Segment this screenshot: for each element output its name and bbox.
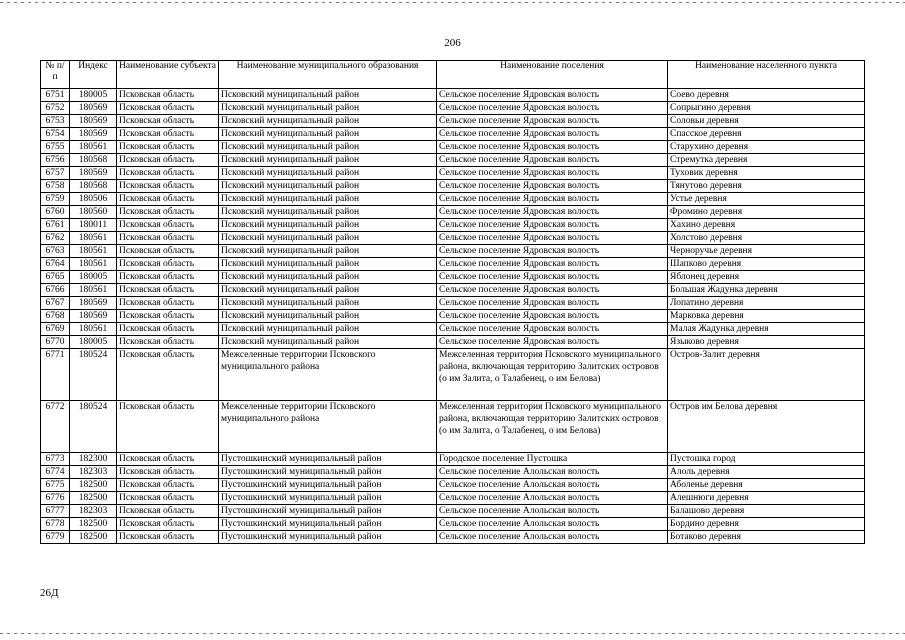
table-row (41, 154, 865, 167)
cell-number: 6773 (41, 453, 70, 466)
cell-settlement: Сельское поселение Ядровская волость (437, 115, 668, 128)
scan-edge-bottom (0, 633, 905, 634)
cell-locality: Соловьи деревня (668, 115, 865, 128)
cell-settlement: Сельское поселение Ядровская волость (437, 89, 668, 102)
table-row (41, 232, 865, 245)
cell-locality: Балашово деревня (668, 505, 865, 518)
table-row (41, 89, 865, 102)
table-row (41, 219, 865, 232)
cell-municipality: Псковский муниципальный район (219, 323, 437, 336)
cell-subject: Псковская область (117, 492, 219, 505)
cell-number: 6753 (41, 115, 70, 128)
cell-municipality: Псковский муниципальный район (219, 310, 437, 323)
cell-settlement: Межселенная территория Псковского муниципального района, включающая территорию Залитских островов (о им Залита, о Талабенец, о им Белова) (437, 401, 668, 453)
cell-municipality: Псковский муниципальный район (219, 245, 437, 258)
cell-index: 180561 (70, 141, 117, 154)
cell-municipality: Псковский муниципальный район (219, 141, 437, 154)
cell-subject: Псковская область (117, 219, 219, 232)
cell-number: 6769 (41, 323, 70, 336)
cell-index: 180569 (70, 102, 117, 115)
cell-number: 6763 (41, 245, 70, 258)
cell-subject: Псковская область (117, 102, 219, 115)
cell-municipality: Псковский муниципальный район (219, 89, 437, 102)
table-row (41, 206, 865, 219)
cell-locality: Лопатино деревня (668, 297, 865, 310)
cell-subject: Псковская область (117, 206, 219, 219)
cell-locality: Яблонец деревня (668, 271, 865, 284)
cell-index: 180561 (70, 323, 117, 336)
cell-settlement: Сельское поселение Алольская волость (437, 505, 668, 518)
cell-municipality: Пустошкинский муниципальный район (219, 453, 437, 466)
cell-subject: Псковская область (117, 336, 219, 349)
table-row (41, 531, 865, 544)
cell-index: 180569 (70, 167, 117, 180)
column-header-number: № п/п (41, 61, 70, 89)
cell-index: 180560 (70, 206, 117, 219)
cell-index: 180005 (70, 271, 117, 284)
cell-municipality: Псковский муниципальный район (219, 154, 437, 167)
cell-locality: Спасское деревня (668, 128, 865, 141)
cell-municipality: Псковский муниципальный район (219, 180, 437, 193)
table-row (41, 167, 865, 180)
cell-index: 180561 (70, 284, 117, 297)
table-row (41, 492, 865, 505)
cell-locality: Большая Жадунка деревня (668, 284, 865, 297)
cell-index: 182500 (70, 531, 117, 544)
cell-locality: Алоль деревня (668, 466, 865, 479)
cell-index: 180506 (70, 193, 117, 206)
cell-number: 6766 (41, 284, 70, 297)
cell-locality: Марковка деревня (668, 310, 865, 323)
column-header-settlement: Наименование поселения (437, 61, 668, 89)
table-row (41, 336, 865, 349)
cell-locality: Устье деревня (668, 193, 865, 206)
table-row (41, 128, 865, 141)
table-row (41, 453, 865, 466)
cell-subject: Псковская область (117, 505, 219, 518)
table-row (41, 518, 865, 531)
cell-settlement: Сельское поселение Ядровская волость (437, 258, 668, 271)
cell-locality: Сопрыгино деревня (668, 102, 865, 115)
table-body (41, 89, 865, 544)
cell-number: 6774 (41, 466, 70, 479)
cell-index: 182303 (70, 466, 117, 479)
cell-index: 180569 (70, 297, 117, 310)
cell-number: 6751 (41, 89, 70, 102)
cell-settlement: Сельское поселение Ядровская волость (437, 167, 668, 180)
table-row (41, 297, 865, 310)
cell-municipality: Межселенные территории Псковского муниципального района (219, 349, 437, 401)
cell-subject: Псковская область (117, 297, 219, 310)
cell-settlement: Сельское поселение Ядровская волость (437, 141, 668, 154)
cell-number: 6759 (41, 193, 70, 206)
cell-locality: Фромино деревня (668, 206, 865, 219)
cell-index: 182500 (70, 518, 117, 531)
cell-subject: Псковская область (117, 453, 219, 466)
cell-subject: Псковская область (117, 141, 219, 154)
cell-number: 6772 (41, 401, 70, 453)
cell-subject: Псковская область (117, 245, 219, 258)
cell-settlement: Сельское поселение Ядровская волость (437, 180, 668, 193)
cell-number: 6775 (41, 479, 70, 492)
cell-locality: Аболенье деревня (668, 479, 865, 492)
cell-index: 180569 (70, 310, 117, 323)
cell-locality: Стремутка деревня (668, 154, 865, 167)
cell-municipality: Пустошкинский муниципальный район (219, 466, 437, 479)
cell-municipality: Псковский муниципальный район (219, 232, 437, 245)
table-row (41, 349, 865, 401)
cell-municipality: Межселенные территории Псковского муниципального района (219, 401, 437, 453)
cell-number: 6755 (41, 141, 70, 154)
cell-number: 6752 (41, 102, 70, 115)
cell-settlement: Сельское поселение Ядровская волость (437, 154, 668, 167)
cell-settlement: Сельское поселение Алольская волость (437, 518, 668, 531)
cell-municipality: Псковский муниципальный район (219, 336, 437, 349)
cell-subject: Псковская область (117, 531, 219, 544)
cell-index: 180011 (70, 219, 117, 232)
cell-settlement: Сельское поселение Ядровская волость (437, 284, 668, 297)
table-row (41, 245, 865, 258)
cell-municipality: Псковский муниципальный район (219, 271, 437, 284)
cell-number: 6765 (41, 271, 70, 284)
cell-subject: Псковская область (117, 479, 219, 492)
cell-locality: Малая Жадунка деревня (668, 323, 865, 336)
cell-locality: Остров им Белова деревня (668, 401, 865, 453)
cell-number: 6771 (41, 349, 70, 401)
cell-locality: Холстово деревня (668, 232, 865, 245)
cell-index: 182500 (70, 479, 117, 492)
cell-index: 180524 (70, 349, 117, 401)
cell-locality: Соево деревня (668, 89, 865, 102)
cell-settlement: Сельское поселение Ядровская волость (437, 271, 668, 284)
cell-municipality: Псковский муниципальный район (219, 206, 437, 219)
cell-municipality: Псковский муниципальный район (219, 258, 437, 271)
cell-settlement: Сельское поселение Алольская волость (437, 492, 668, 505)
cell-municipality: Псковский муниципальный район (219, 284, 437, 297)
cell-settlement: Сельское поселение Ядровская волость (437, 206, 668, 219)
cell-number: 6760 (41, 206, 70, 219)
cell-municipality: Пустошкинский муниципальный район (219, 479, 437, 492)
cell-locality: Старухино деревня (668, 141, 865, 154)
table-row (41, 466, 865, 479)
cell-index: 180569 (70, 128, 117, 141)
cell-locality: Остров-Залит деревня (668, 349, 865, 401)
cell-locality: Туховик деревня (668, 167, 865, 180)
cell-settlement: Сельское поселение Ядровская волость (437, 310, 668, 323)
cell-settlement: Сельское поселение Ядровская волость (437, 193, 668, 206)
cell-municipality: Псковский муниципальный район (219, 297, 437, 310)
cell-index: 180005 (70, 89, 117, 102)
cell-settlement: Городское поселение Пустошка (437, 453, 668, 466)
cell-settlement: Сельское поселение Ядровская волость (437, 323, 668, 336)
cell-index: 182500 (70, 492, 117, 505)
cell-subject: Псковская область (117, 180, 219, 193)
cell-subject: Псковская область (117, 284, 219, 297)
cell-subject: Псковская область (117, 193, 219, 206)
footer-code: 26Д (40, 587, 59, 599)
column-header-municipality: Наименование муниципального образования (219, 61, 437, 89)
cell-number: 6756 (41, 154, 70, 167)
table-row (41, 180, 865, 193)
cell-subject: Псковская область (117, 154, 219, 167)
table-row (41, 271, 865, 284)
cell-settlement: Сельское поселение Ядровская волость (437, 219, 668, 232)
table-row (41, 193, 865, 206)
table-row (41, 284, 865, 297)
cell-number: 6761 (41, 219, 70, 232)
cell-locality: Шапково деревня (668, 258, 865, 271)
cell-subject: Псковская область (117, 518, 219, 531)
cell-number: 6758 (41, 180, 70, 193)
cell-subject: Псковская область (117, 349, 219, 401)
cell-municipality: Псковский муниципальный район (219, 219, 437, 232)
cell-subject: Псковская область (117, 258, 219, 271)
column-header-subject: Наименование субъекта (117, 61, 219, 89)
cell-municipality: Псковский муниципальный район (219, 102, 437, 115)
cell-locality: Хахино деревня (668, 219, 865, 232)
cell-settlement: Сельское поселение Ядровская волость (437, 232, 668, 245)
cell-subject: Псковская область (117, 128, 219, 141)
cell-index: 182300 (70, 453, 117, 466)
cell-settlement: Межселенная территория Псковского муниципального района, включающая территорию Залитских островов (о им Залита, о Талабенец, о им Белова) (437, 349, 668, 401)
cell-number: 6767 (41, 297, 70, 310)
cell-number: 6778 (41, 518, 70, 531)
table-row (41, 401, 865, 453)
cell-locality: Тянутово деревня (668, 180, 865, 193)
cell-index: 180524 (70, 401, 117, 453)
cell-number: 6770 (41, 336, 70, 349)
cell-subject: Псковская область (117, 167, 219, 180)
cell-index: 180568 (70, 180, 117, 193)
cell-number: 6762 (41, 232, 70, 245)
cell-number: 6764 (41, 258, 70, 271)
cell-index: 180561 (70, 258, 117, 271)
cell-subject: Псковская область (117, 401, 219, 453)
cell-municipality: Псковский муниципальный район (219, 115, 437, 128)
cell-locality: Ботаково деревня (668, 531, 865, 544)
cell-subject: Псковская область (117, 89, 219, 102)
cell-number: 6776 (41, 492, 70, 505)
cell-index: 182303 (70, 505, 117, 518)
cell-municipality: Пустошкинский муниципальный район (219, 531, 437, 544)
cell-number: 6754 (41, 128, 70, 141)
table-row (41, 479, 865, 492)
table-header-row (41, 61, 865, 89)
cell-settlement: Сельское поселение Алольская волость (437, 531, 668, 544)
scan-edge-top (0, 2, 905, 3)
cell-settlement: Сельское поселение Алольская волость (437, 466, 668, 479)
table-row (41, 258, 865, 271)
cell-subject: Псковская область (117, 466, 219, 479)
cell-number: 6777 (41, 505, 70, 518)
settlements-table (40, 60, 865, 544)
table-row (41, 310, 865, 323)
table-row (41, 141, 865, 154)
cell-locality: Бордино деревня (668, 518, 865, 531)
cell-settlement: Сельское поселение Ядровская волость (437, 336, 668, 349)
cell-subject: Псковская область (117, 310, 219, 323)
table-row (41, 505, 865, 518)
cell-locality: Алешнюги деревня (668, 492, 865, 505)
cell-municipality: Псковский муниципальный район (219, 128, 437, 141)
cell-index: 180561 (70, 232, 117, 245)
cell-settlement: Сельское поселение Ядровская волость (437, 297, 668, 310)
page-number: 206 (444, 37, 461, 49)
column-header-locality: Наименование населенного пункта (668, 61, 865, 89)
cell-index: 180005 (70, 336, 117, 349)
cell-settlement: Сельское поселение Ядровская волость (437, 245, 668, 258)
cell-locality: Черноручье деревня (668, 245, 865, 258)
cell-municipality: Пустошкинский муниципальный район (219, 505, 437, 518)
table-row (41, 102, 865, 115)
cell-subject: Псковская область (117, 232, 219, 245)
cell-settlement: Сельское поселение Алольская волость (437, 479, 668, 492)
table-row (41, 115, 865, 128)
cell-municipality: Пустошкинский муниципальный район (219, 518, 437, 531)
cell-locality: Языково деревня (668, 336, 865, 349)
cell-municipality: Псковский муниципальный район (219, 167, 437, 180)
table-row (41, 323, 865, 336)
cell-subject: Псковская область (117, 115, 219, 128)
cell-municipality: Псковский муниципальный район (219, 193, 437, 206)
cell-subject: Псковская область (117, 271, 219, 284)
cell-municipality: Пустошкинский муниципальный район (219, 492, 437, 505)
cell-index: 180568 (70, 154, 117, 167)
cell-settlement: Сельское поселение Ядровская волость (437, 128, 668, 141)
cell-locality: Пустошка город (668, 453, 865, 466)
cell-number: 6768 (41, 310, 70, 323)
cell-number: 6757 (41, 167, 70, 180)
cell-subject: Псковская область (117, 323, 219, 336)
cell-settlement: Сельское поселение Ядровская волость (437, 102, 668, 115)
cell-index: 180561 (70, 245, 117, 258)
column-header-index: Индекс (70, 61, 117, 89)
cell-number: 6779 (41, 531, 70, 544)
cell-index: 180569 (70, 115, 117, 128)
